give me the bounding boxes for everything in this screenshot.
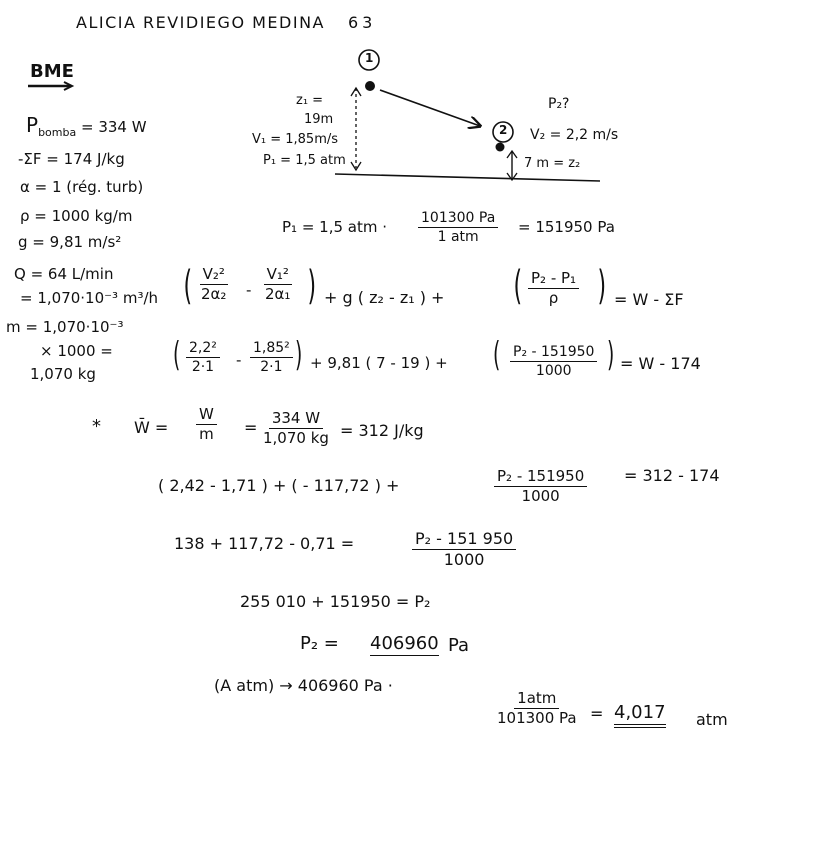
p1-conversion-rhs: = 151950 Pa bbox=[518, 218, 615, 236]
eq1-close-paren-2: ) bbox=[597, 263, 607, 309]
eq3-rhs: = 312 J/kg bbox=[340, 421, 424, 440]
eq4-rhs: = 312 - 174 bbox=[624, 466, 720, 485]
diagram-v2: V₂ = 2,2 m/s bbox=[530, 127, 619, 143]
eq3-fraction-1: $\frac{W}{m}$ bbox=[196, 406, 217, 444]
eq2-rhs: = W - 174 bbox=[620, 354, 701, 373]
pipe-arrow-icon bbox=[380, 90, 480, 126]
eq7-unit: Pa bbox=[448, 635, 470, 656]
data-density: ρ = 1000 kg/m bbox=[20, 207, 133, 225]
eq4-fraction: $\frac{\text{P₂ - 151950}}{1000}$ bbox=[494, 468, 587, 506]
height2-arrowbottom-icon bbox=[507, 173, 517, 180]
eq1-open-paren: ( bbox=[183, 263, 193, 309]
data-flow: Q = 64 L/min bbox=[14, 265, 114, 283]
p1-conversion-lhs: P₁ = 1,5 atm · bbox=[282, 218, 388, 236]
eq2-close-paren: ) bbox=[294, 335, 303, 375]
eq3-fraction-2: $\frac{334 W}{1,070 kg}$ bbox=[263, 409, 329, 448]
eq8-final-value: 4,017 bbox=[614, 702, 666, 728]
eq1-term1: $\frac{\text{V₂²}}{\text{2α₂}}$ bbox=[201, 265, 227, 304]
diagram-v1: V₁ = 1,85m/s bbox=[252, 132, 339, 147]
point1-dot-icon bbox=[365, 81, 375, 91]
point2-label: 2 bbox=[499, 123, 508, 137]
eq3-equals: = bbox=[244, 418, 258, 437]
diagram-p1: P₁ = 1,5 atm bbox=[263, 153, 346, 168]
eq8-lhs: (A atm) → 406960 Pa · bbox=[214, 676, 393, 695]
p1-conversion-fraction: 101300 Pa 1 atm bbox=[418, 210, 498, 245]
student-name: ALICIA REVIDIEGO MEDINA bbox=[76, 13, 325, 32]
height1-arrowtop-icon bbox=[351, 88, 361, 96]
eq2-middle: + 9,81 ( 7 - 19 ) + bbox=[310, 354, 448, 372]
eq1-minus: - bbox=[246, 281, 252, 299]
eq8-unit: atm bbox=[696, 710, 728, 729]
eq7-lhs: P₂ = bbox=[300, 633, 339, 654]
eq2-minus: - bbox=[236, 351, 242, 369]
eq2-term1: $\frac{\text{2,2²}}{2\cdot 1}$ bbox=[186, 340, 220, 375]
diagram-z1: z₁ = bbox=[296, 93, 324, 108]
point2-dot-icon bbox=[496, 143, 505, 152]
data-mass-multiplier: × 1000 = bbox=[40, 342, 113, 360]
student-number: 63 bbox=[348, 13, 377, 32]
eq1-rhs: = W - ΣF bbox=[614, 290, 684, 309]
eq1-term2: $\frac{\text{V₁²}}{\text{2α₁}}$ bbox=[265, 265, 291, 304]
ground-line bbox=[335, 174, 600, 181]
eq2-open-paren-2: ( bbox=[492, 335, 501, 375]
eq1-close-paren: ) bbox=[307, 263, 317, 309]
eq2-open-paren: ( bbox=[172, 335, 181, 375]
eq2-term3: $\frac{\text{P₂ - 151950}}{1000}$ bbox=[510, 344, 597, 379]
eq2-term2: $\frac{\text{1,85²}}{2\cdot 1}$ bbox=[250, 340, 293, 375]
section-title: BME bbox=[30, 61, 74, 82]
eq1-open-paren-2: ( bbox=[513, 263, 523, 309]
eq5-lhs: 138 + 117,72 - 0,71 = bbox=[174, 534, 355, 553]
data-flow-converted: = 1,070·10⁻³ m³/h bbox=[20, 289, 159, 307]
data-friction: -ΣF = 174 J/kg bbox=[18, 150, 125, 168]
data-gravity: g = 9,81 m/s² bbox=[18, 233, 122, 251]
eq2-close-paren-2: ) bbox=[606, 335, 615, 375]
eq5-fraction: $\frac{\text{P₂ - 151 950}}{1000}$ bbox=[412, 530, 516, 570]
eq3-lhs: W̄ = bbox=[134, 418, 169, 437]
eq3-star: * bbox=[92, 416, 101, 437]
height2-arrowtop-icon bbox=[507, 151, 517, 158]
point1-label: 1 bbox=[365, 51, 374, 65]
eq1-term3: $\frac{\text{P₂ - P₁}}{\rho}$ bbox=[528, 270, 579, 308]
diagram-z1-value: 19m bbox=[304, 112, 334, 127]
eq4-lhs: ( 2,42 - 1,71 ) + ( - 117,72 ) + bbox=[158, 476, 400, 495]
eq6-line: 255 010 + 151950 = P₂ bbox=[240, 592, 431, 611]
eq8-equals: = bbox=[590, 704, 604, 723]
height1-arrowhead-icon bbox=[351, 162, 361, 170]
data-mass-result: 1,070 kg bbox=[30, 365, 96, 383]
diagram-p2-question: P₂? bbox=[548, 96, 570, 112]
data-pump-power: $P_{bomba} = 334$ W bbox=[26, 113, 147, 139]
eq8-fraction: 1atm 101300 Pa bbox=[497, 689, 577, 728]
data-mass: m = 1,070·10⁻³ bbox=[6, 318, 124, 336]
data-alpha: α = 1 (rég. turb) bbox=[20, 178, 144, 196]
diagram-z2: 7 m = z₂ bbox=[524, 156, 581, 171]
eq7-value: 406960 bbox=[370, 633, 439, 654]
eq1-middle: + g ( z₂ - z₁ ) + bbox=[324, 288, 445, 307]
